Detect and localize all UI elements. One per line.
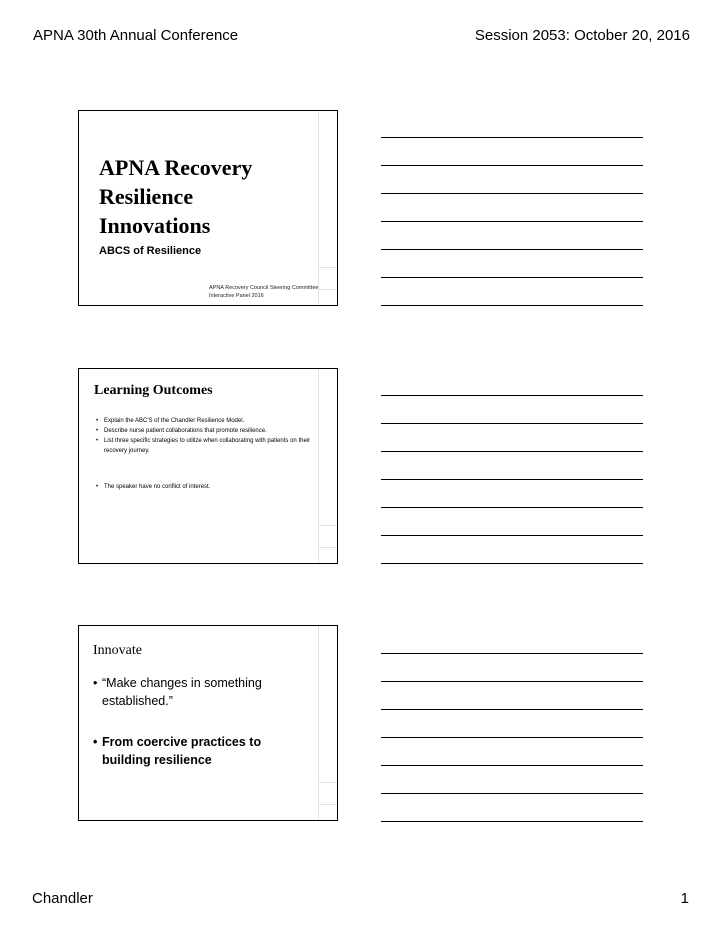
header-session-date: Session 2053: October 20, 2016: [474, 27, 690, 44]
note-line: [381, 681, 643, 682]
slide-side-strip: [318, 111, 337, 305]
slide2-bullet-list: [96, 416, 311, 456]
note-line: [381, 423, 643, 424]
note-line: [381, 535, 643, 536]
slide1-credit: APNA Recovery Council Steering Committee Interactive Panel 2016: [209, 285, 319, 299]
note-line: [381, 765, 643, 766]
slide1-title: APNA Recovery Resilience Innovations: [99, 155, 253, 238]
footer-presenter-name: Chandler: [32, 890, 93, 907]
slide3-bullet-quote: • “Make changes in something established.”: [93, 674, 312, 710]
note-line: [381, 305, 643, 306]
note-line: [381, 193, 643, 194]
note-line: [381, 451, 643, 452]
slide2-bullet: • Describe nurse patient collaborations that promote resilience.: [96, 426, 311, 436]
slide3-bullet-bold: • From coercive practices to building resilience: [93, 733, 312, 769]
note-line: [381, 709, 643, 710]
note-line: [381, 395, 643, 396]
note-line: [381, 479, 643, 480]
note-line: [381, 165, 643, 166]
note-line: [381, 507, 643, 508]
note-line: [381, 563, 643, 564]
slide-side-strip: [318, 369, 337, 563]
slide-side-strip: [318, 626, 337, 820]
slide2-title: Learning Outcomes: [94, 383, 213, 398]
note-line: [381, 793, 643, 794]
slide3-title: Innovate: [93, 643, 142, 658]
slide2-disclosure-list: [96, 482, 311, 492]
slide1-subtitle: ABCS of Resilience: [99, 245, 202, 257]
slide2-bullet: • Explain the ABC'S of the Chandler Resilience Model.: [96, 416, 311, 426]
note-line: [381, 277, 643, 278]
slide-thumbnail-1: [78, 110, 338, 306]
note-line: [381, 221, 643, 222]
slide-thumbnail-3: [78, 625, 338, 821]
note-line: [381, 249, 643, 250]
header-conference-title: APNA 30th Annual Conference: [33, 27, 239, 44]
note-line: [381, 737, 643, 738]
slide-thumbnail-2: [78, 368, 338, 564]
note-line: [381, 821, 643, 822]
footer-page-number: 1: [680, 890, 689, 907]
slide2-disclosure: • The speaker have no conflict of interest.: [96, 482, 311, 492]
note-line: [381, 137, 643, 138]
slide2-bullet: • List three specific strategies to utilize when collaborating with patients on their recovery journey.: [96, 436, 311, 456]
note-line: [381, 653, 643, 654]
